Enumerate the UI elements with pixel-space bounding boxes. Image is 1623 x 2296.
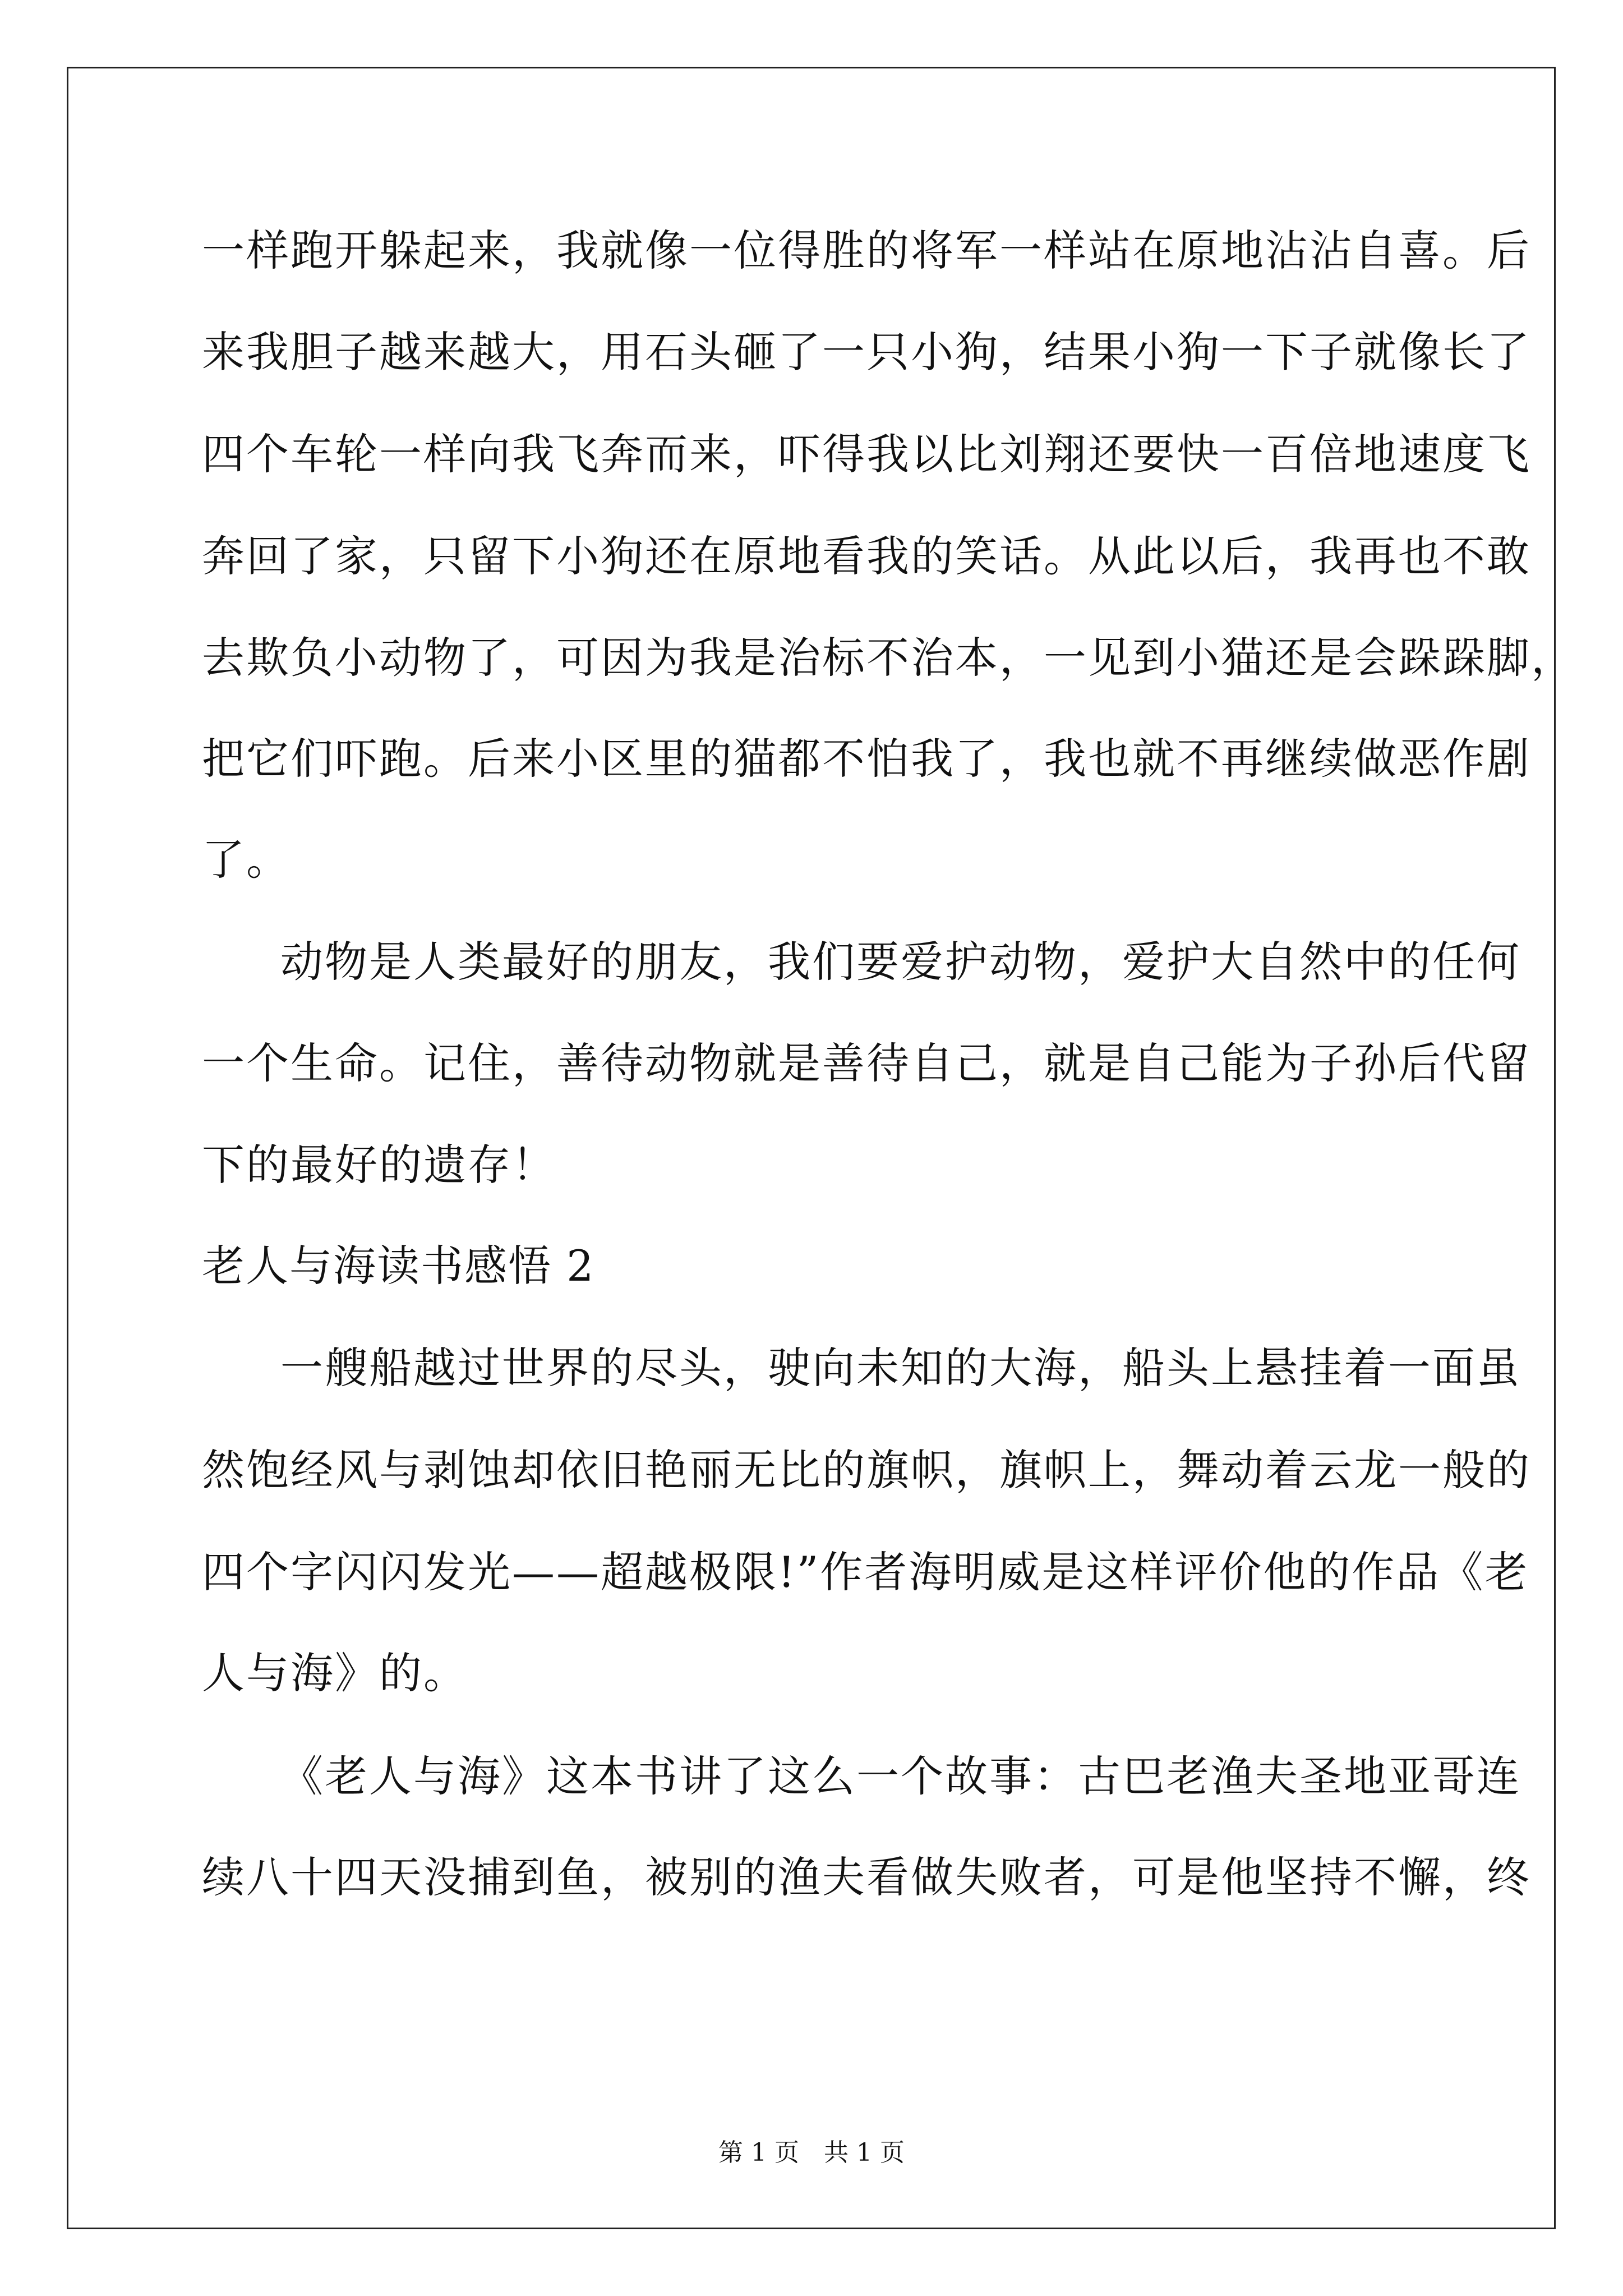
- paragraph-start-line: 动物是人类最好的朋友，我们要爱护动物，爱护大自然中的任何: [280, 937, 1521, 987]
- text-line: 人与海》的。: [202, 1648, 468, 1698]
- page-number-footer: 第 1 页 共 1 页: [718, 2138, 905, 2167]
- text-line: 续八十四天没捕到鱼，被别的渔夫看做失败者，可是他坚持不懈，终: [202, 1852, 1531, 1902]
- text-line: 一个生命。记住，善待动物就是善待自己，就是自己能为子孙后代留: [202, 1038, 1531, 1088]
- text-line: 四个字闪闪发光——超越极限!”作者海明威是这样评价他的作品《老: [202, 1547, 1529, 1597]
- paragraph-start-line: 《老人与海》这本书讲了这么一个故事：古巴老渔夫圣地亚哥连: [280, 1751, 1521, 1801]
- text-line: 把它们吓跑。后来小区里的猫都不怕我了，我也就不再继续做恶作剧: [202, 734, 1531, 784]
- text-line: 一样跑开躲起来，我就像一位得胜的将军一样站在原地沾沾自喜。后: [202, 226, 1531, 275]
- text-line: 然饱经风与剥蚀却依旧艳丽无比的旗帜，旗帜上，舞动着云龙一般的: [202, 1445, 1531, 1495]
- text-line: 四个车轮一样向我飞奔而来，吓得我以比刘翔还要快一百倍地速度飞: [202, 429, 1531, 479]
- text-line: 去欺负小动物了，可因为我是治标不治本，一见到小猫还是会跺跺脚，: [202, 633, 1575, 683]
- paragraph-start-line: 一艘船越过世界的尽头，驶向未知的大海，船头上悬挂着一面虽: [280, 1343, 1521, 1393]
- section-heading: 老人与海读书感悟 2: [202, 1241, 595, 1291]
- text-line: 下的最好的遗存！: [202, 1140, 556, 1190]
- text-line: 来我胆子越来越大，用石头砸了一只小狗，结果小狗一下子就像长了: [202, 327, 1531, 377]
- text-line: 奔回了家，只留下小狗还在原地看我的笑话。从此以后，我再也不敢: [202, 531, 1531, 581]
- text-line: 了。: [202, 835, 291, 885]
